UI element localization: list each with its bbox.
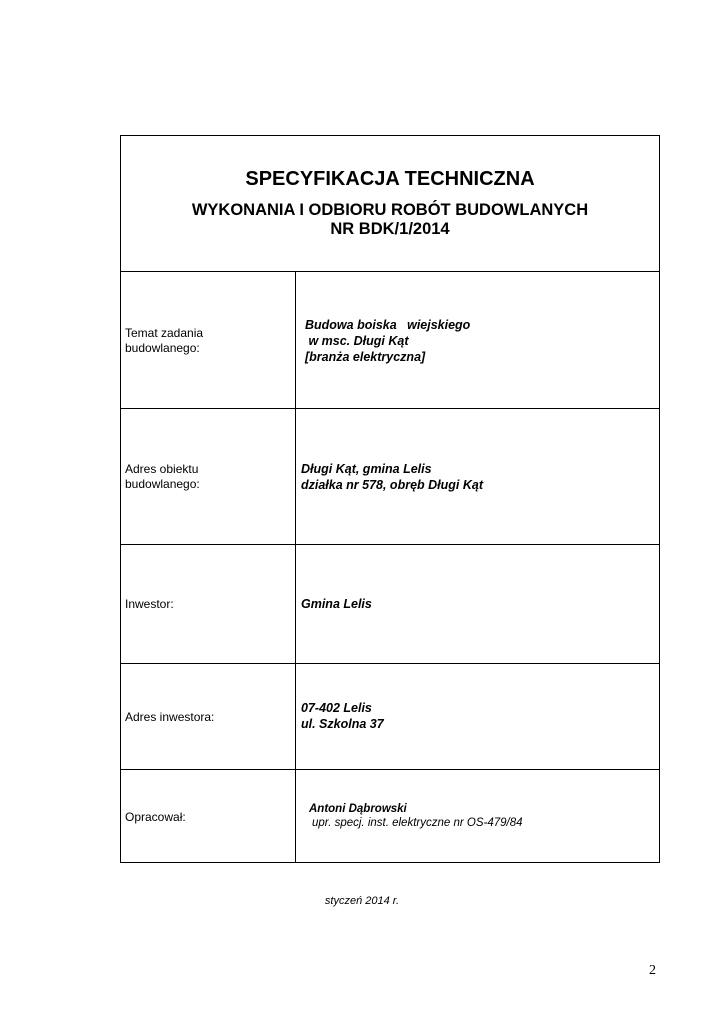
page-number: 2 <box>649 963 656 978</box>
row-value-cell <box>296 664 659 769</box>
row-label-cell <box>121 664 296 769</box>
row-label-cell <box>121 272 296 408</box>
investor-value: Gmina Lelis <box>301 597 372 611</box>
row-label-cell <box>121 409 296 544</box>
row-label-cell <box>121 545 296 663</box>
prepared-by-value <box>309 802 523 830</box>
row-object-address <box>121 409 659 545</box>
row-investor-address <box>121 664 659 770</box>
row-prepared-by <box>121 770 659 862</box>
investor-label: Inwestor: <box>125 597 174 611</box>
investor-address-label: Adres inwestora: <box>125 710 215 724</box>
document-subtitle <box>121 201 659 239</box>
row-investor <box>121 545 659 664</box>
specification-cover-table <box>120 135 660 863</box>
document-date: styczeń 2014 r. <box>324 895 400 907</box>
row-value-cell <box>296 545 659 663</box>
row-value-cell <box>296 770 659 862</box>
row-value-cell <box>296 272 659 408</box>
task-subject-label: Temat zadania budowlanego: <box>125 326 204 355</box>
row-label-cell <box>121 770 296 862</box>
object-address-label: Adres obiektu budowlanego: <box>125 462 200 491</box>
subtitle-line-2: NR BDK/1/2014 <box>330 220 450 238</box>
row-value-cell <box>296 409 659 544</box>
prepared-by-label: Opracował: <box>125 810 186 824</box>
object-address-value: Długi Kąt, gmina Lelis działka nr 578, obręb Długi Kąt <box>301 462 483 492</box>
title-block <box>121 136 659 272</box>
author-qualification: upr. specj. inst. elektryczne nr OS-479/84 <box>312 817 523 829</box>
subtitle-line-1: WYKONANIA I ODBIORU ROBÓT BUDOWLANYCH <box>191 201 589 219</box>
author-name: Antoni Dąbrowski <box>309 803 407 815</box>
row-task-subject <box>121 272 659 409</box>
investor-address-value: 07-402 Lelis ul. Szkolna 37 <box>301 701 384 731</box>
task-subject-value: Budowa boiska wiejskiego w msc. Długi Kąt [branża elektryczna] <box>305 318 471 364</box>
document-title: SPECYFIKACJA TECHNICZNA <box>245 168 535 190</box>
